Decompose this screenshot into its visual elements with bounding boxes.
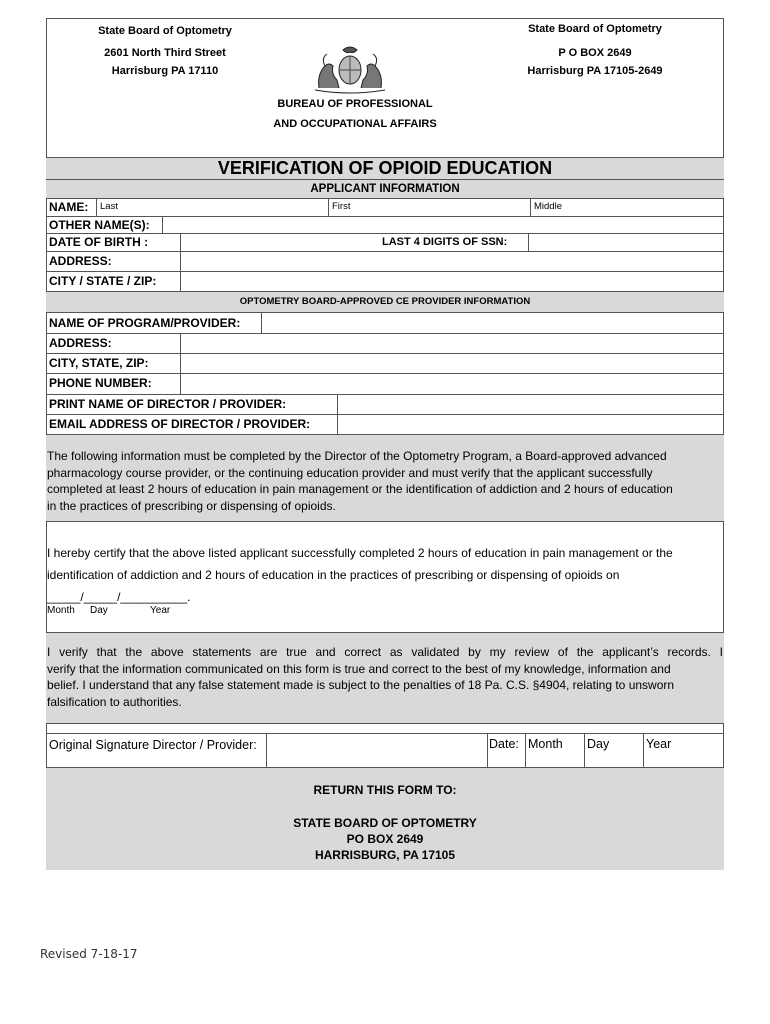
first-name-field[interactable]: [328, 199, 530, 216]
certify-date-blank[interactable]: _____/_____/__________.: [47, 590, 191, 604]
instructions-line: The following information must be completed by the Director of the Optometry Program, a Board-approved advanced: [47, 449, 667, 463]
last-name-hint: Last: [100, 201, 118, 212]
instructions-text: [47, 448, 723, 514]
dob-row: [46, 233, 724, 251]
provider-address-row: [46, 333, 724, 353]
instructions-line: completed at least 2 hours of education in pain management or the identification of addiction and 2 hours of education: [47, 482, 673, 496]
provider-address-field[interactable]: [180, 334, 724, 353]
header-left-city: Harrisburg PA 17110: [111, 65, 219, 77]
certify-line-1: I hereby certify that the above listed applicant successfully completed 2 hours of education in pain management or the: [47, 546, 673, 560]
name-label: NAME:: [49, 200, 89, 214]
bureau-name: [250, 94, 460, 134]
header-right-box: P O BOX 2649: [558, 47, 632, 59]
applicant-address-field[interactable]: [180, 252, 724, 271]
director-field[interactable]: [337, 395, 724, 414]
header-right-city: Harrisburg PA 17105-2649: [527, 65, 663, 77]
certify-month-label: Month: [47, 605, 75, 616]
header-right-address: [500, 20, 690, 80]
return-line-2: PO BOX 2649: [346, 832, 424, 846]
verify-line: verify that the information communicated on this form is true and correct to the best of my knowledge, information and: [47, 661, 671, 676]
dob-field[interactable]: [180, 234, 380, 251]
applicant-section-title: APPLICANT INFORMATION: [46, 179, 724, 198]
phone-field[interactable]: [180, 374, 724, 394]
middle-name-field[interactable]: [530, 199, 724, 216]
certify-year-label: Year: [150, 605, 171, 616]
return-line-1: STATE BOARD OF OPTOMETRY: [293, 816, 477, 830]
ssn-label: LAST 4 DIGITS OF SSN:: [382, 236, 508, 248]
email-label: EMAIL ADDRESS OF DIRECTOR / PROVIDER:: [49, 417, 311, 431]
revision-date: Revised 7-18-17: [40, 947, 138, 961]
dob-label: DATE OF BIRTH :: [49, 235, 149, 249]
ssn-field[interactable]: [528, 234, 724, 251]
verify-text: [47, 644, 723, 710]
applicant-city-field[interactable]: [180, 272, 724, 291]
signature-month-label: Month: [528, 737, 563, 751]
email-row: [46, 414, 724, 434]
verify-line: falsification to authorities.: [47, 694, 182, 709]
phone-row: [46, 373, 724, 394]
other-names-label: OTHER NAME(S):: [49, 218, 150, 232]
signature-day-field[interactable]: [584, 734, 643, 768]
return-heading: RETURN THIS FORM TO:: [313, 783, 457, 797]
phone-label: PHONE NUMBER:: [49, 376, 152, 390]
state-seal-icon: [309, 44, 391, 96]
signature-field[interactable]: [266, 734, 488, 768]
middle-name-hint: Middle: [534, 201, 562, 212]
verify-line: belief. I understand that any false statement made is subject to the penalties of 18 Pa. C.S. §4904, relating to unsworn: [47, 678, 675, 692]
bureau-line-2: AND OCCUPATIONAL AFFAIRS: [273, 118, 437, 130]
certify-day-label: Day: [90, 605, 108, 616]
other-names-row: [46, 216, 724, 233]
header-right-org: State Board of Optometry: [528, 23, 662, 35]
other-names-field[interactable]: [162, 217, 724, 233]
program-row: [46, 312, 724, 333]
first-name-hint: First: [332, 201, 351, 212]
header-left-org: State Board of Optometry: [98, 25, 232, 37]
signature-year-label: Year: [646, 737, 672, 751]
director-row: [46, 394, 724, 414]
applicant-city-row: [46, 271, 724, 291]
certify-line-2: identification of addiction and 2 hours of education in the practices of prescribing or dispensing of opioids on: [47, 568, 620, 582]
certify-text: [47, 542, 723, 608]
email-field[interactable]: [337, 415, 724, 434]
provider-section-title: OPTOMETRY BOARD-APPROVED CE PROVIDER INFORMATION: [46, 291, 724, 312]
provider-city-field[interactable]: [180, 354, 724, 373]
return-line-3: HARRISBURG, PA 17105: [314, 848, 456, 862]
instructions-line: pharmacology course provider, or the continuing education provider and must verify that the applicant successfully: [47, 465, 653, 480]
provider-city-row: [46, 353, 724, 373]
program-field[interactable]: [261, 313, 724, 333]
header-left-address: [60, 22, 270, 80]
applicant-address-row: [46, 251, 724, 271]
bureau-line-1: BUREAU OF PROFESSIONAL: [277, 98, 433, 110]
signature-row: [46, 733, 724, 768]
applicant-city-label: CITY / STATE / ZIP:: [49, 274, 157, 288]
program-label: NAME OF PROGRAM/PROVIDER:: [49, 316, 241, 330]
signature-day-label: Day: [587, 737, 610, 751]
applicant-address-label: ADDRESS:: [49, 254, 112, 268]
director-label: PRINT NAME OF DIRECTOR / PROVIDER:: [49, 397, 287, 411]
instructions-line: in the practices of prescribing or dispensing of opioids.: [47, 498, 336, 513]
provider-address-label: ADDRESS:: [49, 336, 112, 350]
signature-date-label: Date:: [489, 737, 519, 751]
signature-month-field[interactable]: [525, 734, 584, 768]
last-name-field[interactable]: [96, 199, 328, 216]
header-left-street: 2601 North Third Street: [104, 47, 226, 59]
form-title: VERIFICATION OF OPIOID EDUCATION: [46, 157, 724, 179]
name-row: [46, 198, 724, 216]
provider-city-label: CITY, STATE, ZIP:: [49, 356, 149, 370]
verify-line: I verify that the above statements are true and correct as validated by my review of the applicant’s records. I: [47, 645, 723, 659]
signature-year-field[interactable]: [643, 734, 724, 768]
signature-label: Original Signature Director / Provider:: [49, 738, 257, 752]
